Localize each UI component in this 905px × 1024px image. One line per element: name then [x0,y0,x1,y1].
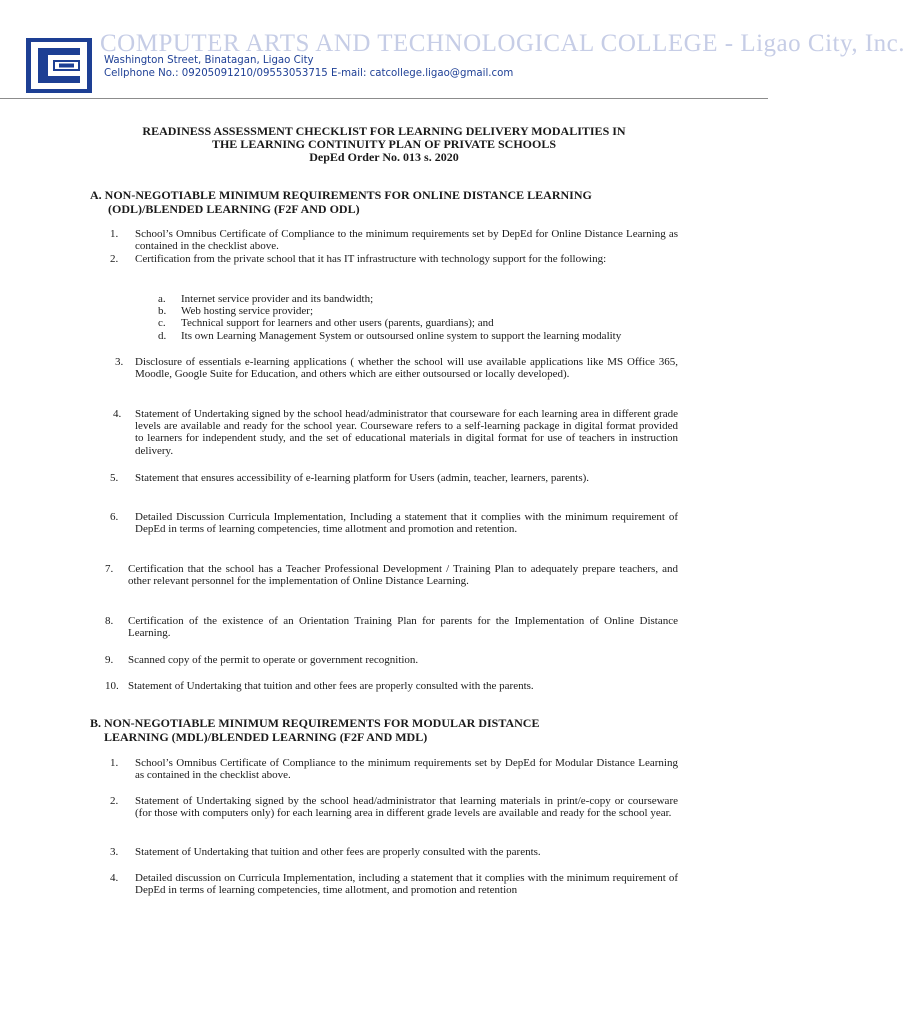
item-text: Statement of Undertaking signed by the school head/administrator that courseware for each learning area in different grade levels are available and ready for the school year. Courseware refers to a self-learning package in digital format provided to learners for independent study, and the set of educational materials in digital format for use of teachers in instruction delivery. [135,408,678,457]
item-number: 1. [110,757,119,769]
list-item [110,795,678,833]
item-number: 4. [110,872,119,884]
item-text: Statement that ensures accessibility of e-learning platform for Users (admin, teacher, learners, parents). [135,472,590,484]
sub-item-text: Its own Learning Management System or outsoursed online system to support the learning modality [181,330,622,342]
list-item [110,228,678,254]
section-a-heading-line2: (ODL)/BLENDED LEARNING (F2F AND ODL) [108,202,360,216]
item-text: Detailed discussion on Curricula Implementation, including a statement that it complies with the minimum requirement of DepEd in terms of learning competencies, time allotment, and promotion and retention [135,872,678,897]
list-item [110,511,678,549]
list-item [105,680,678,694]
college-logo-icon [26,38,92,93]
doc-title-line3: DepEd Order No. 013 s. 2020 [309,150,459,164]
item-number: 3. [110,846,119,858]
item-text: Statement of Undertaking that tuition and other fees are properly consulted with the parents. [128,680,534,692]
item-number: 2. [110,795,119,807]
item-text: Detailed Discussion Curricula Implementation, Including a statement that it complies with the minimum requirement of DepEd in terms of learning competencies, time allotment and promotion and retention. [135,511,678,536]
header-divider [0,98,768,99]
sub-item-text: Technical support for learners and other users (parents, guardians); and [181,317,494,329]
item-number: 9. [105,654,114,666]
list-item [105,563,678,601]
sub-item-letter: a. [158,293,166,305]
item-text: Statement of Undertaking that tuition and other fees are properly consulted with the parents. [135,846,541,858]
item-text: Statement of Undertaking signed by the school head/administrator that learning materials in print/e-copy or courseware (for those with computers only) for each learning area in different grade levels are available and ready for the school year. [135,795,678,820]
item-text: Certification that the school has a Teacher Professional Development / Training Plan to adequately prepare teachers, and other relevant personnel for the implementation of Online Distance Learning. [128,563,678,588]
sub-item-letter: c. [158,317,166,329]
item-number: 3. [115,356,124,368]
item-number: 2. [110,253,119,265]
item-text: School’s Omnibus Certificate of Compliance to the minimum requirements set by DepEd for Modular Distance Learning as contained in the checklist above. [135,757,678,782]
section-a-heading-line1: A. NON-NEGOTIABLE MINIMUM REQUIREMENTS FOR ONLINE DISTANCE LEARNING [90,188,592,202]
section-b-heading-line2: LEARNING (MDL)/BLENDED LEARNING (F2F AND MDL) [104,730,428,744]
list-item [110,253,678,279]
list-item [110,472,678,498]
item-text: Disclosure of essentials e-learning applications ( whether the school will use available applications like MS Office 365, Moodle, Google Suite for Education, and others which are either outsoursed or locally developed). [135,356,678,381]
college-address: Washington Street, Binatagan, Ligao City [104,55,314,66]
list-item [105,654,678,668]
item-number: 8. [105,615,114,627]
section-b-heading [90,716,690,744]
list-item [113,408,678,458]
item-text: School’s Omnibus Certificate of Compliance to the minimum requirements set by DepEd for Online Distance Learning as contained in the checklist above. [135,228,678,253]
item-number: 5. [110,472,119,484]
item-text: Scanned copy of the permit to operate or government recognition. [128,654,419,666]
list-item [110,846,678,860]
list-item [110,872,678,910]
sub-item-letter: b. [158,305,167,317]
section-b-heading-line1: B. NON-NEGOTIABLE MINIMUM REQUIREMENTS FOR MODULAR DISTANCE [90,716,540,730]
item-number: 1. [110,228,119,240]
item-number: 6. [110,511,119,523]
item-number: 10. [105,680,119,692]
sub-item-text: Internet service provider and its bandwidth; [181,293,374,305]
doc-title-line2: THE LEARNING CONTINUITY PLAN OF PRIVATE SCHOOLS [211,137,557,151]
sub-item-letter: d. [158,330,167,342]
college-name: COMPUTER ARTS AND TECHNOLOGICAL COLLEGE - Ligao City, Inc. [100,30,905,57]
item-number: 4. [113,408,122,420]
list-item [115,356,678,394]
item-text: Certification of the existence of an Orientation Training Plan for parents for the Implementation of Online Distance Learning. [128,615,678,640]
section-a-heading [90,188,690,216]
college-contact: Cellphone No.: 09205091210/09553053715 E-mail: catcollege.ligao@gmail.com [104,68,514,79]
sub-item-text: Web hosting service provider; [181,305,313,317]
item-number: 7. [105,563,114,575]
doc-title-line1: READINESS ASSESSMENT CHECKLIST FOR LEARNING DELIVERY MODALITIES IN [142,124,626,138]
list-item [105,615,678,641]
item-text: Certification from the private school that it has IT infrastructure with technology support for the following: [135,253,607,265]
list-item [110,757,678,783]
